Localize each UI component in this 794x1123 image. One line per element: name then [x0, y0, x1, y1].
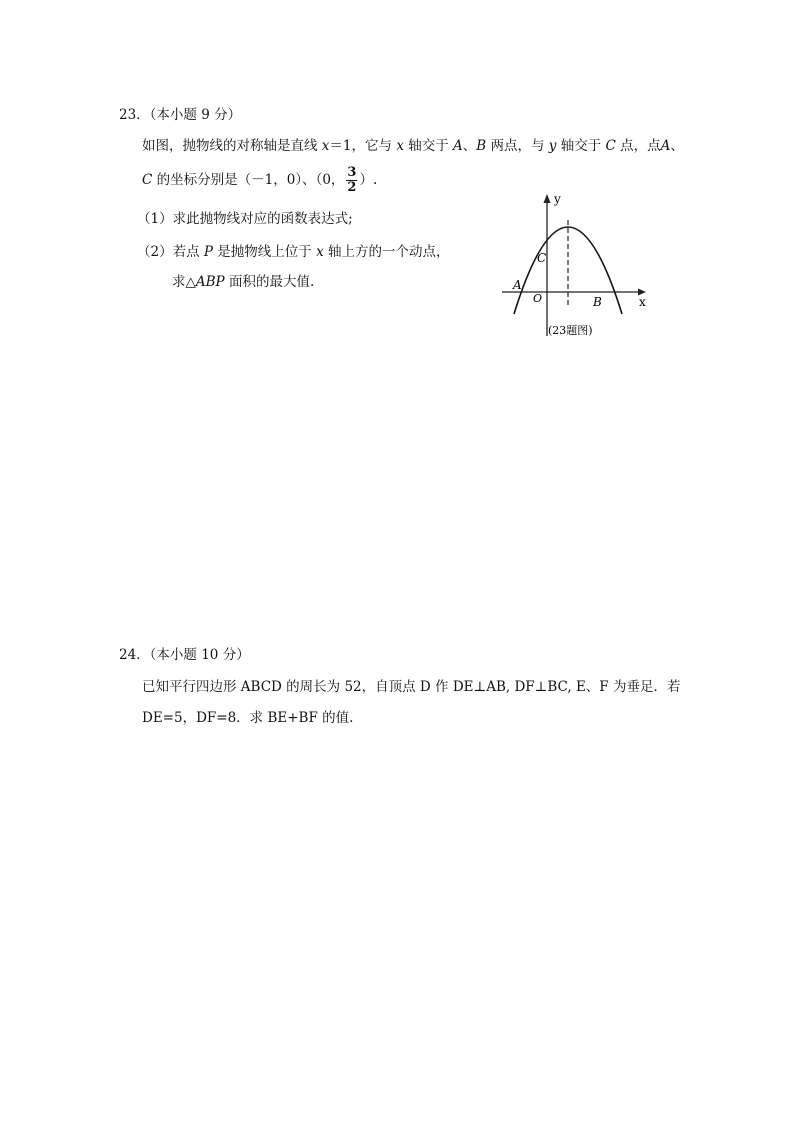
q24-line2: DE=5，DF=8．求 BE+BF 的值. [142, 710, 354, 726]
q24-line1: 已知平行四边形 ABCD 的周长为 52，自顶点 D 作 DE⊥AB, DF⊥BC, E、F 为垂足．若 [142, 679, 681, 695]
origin-label: O [533, 292, 543, 305]
y-axis-label: y [554, 192, 561, 206]
y-axis-arrow [544, 194, 551, 203]
fraction-three-halves: $\frac{3}{2}$ [347, 165, 357, 195]
figure-caption: (23题图) [548, 324, 593, 337]
point-c-label: C [537, 251, 547, 265]
q23-intro-line1: 如图，抛物线的对称轴是直线 x＝1，它与 x 轴交于 A、B 两点，与 y 轴交于 C 点，点A、 [142, 138, 684, 154]
parabola-figure [496, 186, 656, 346]
point-b-label: B [593, 295, 602, 309]
parabola-graph [496, 186, 656, 346]
q23-header: 23．（本小题 9 分） [119, 107, 242, 123]
q23-part2-cont: 求△ABP 面积的最大值. [172, 274, 315, 290]
q23-part2: （2）若点 P 是抛物线上位于 x 轴上方的一个动点， [137, 244, 450, 260]
point-a-label: A [513, 278, 522, 292]
q24-header: 24．（本小题 10 分） [119, 647, 250, 663]
x-axis-label: x [639, 295, 646, 309]
q23-intro-line2: C 的坐标分别是（－1，0）、（0， $\frac{3}{2}$ ）. [142, 165, 378, 195]
q23-part1: （1）求此抛物线对应的函数表达式; [137, 211, 353, 227]
